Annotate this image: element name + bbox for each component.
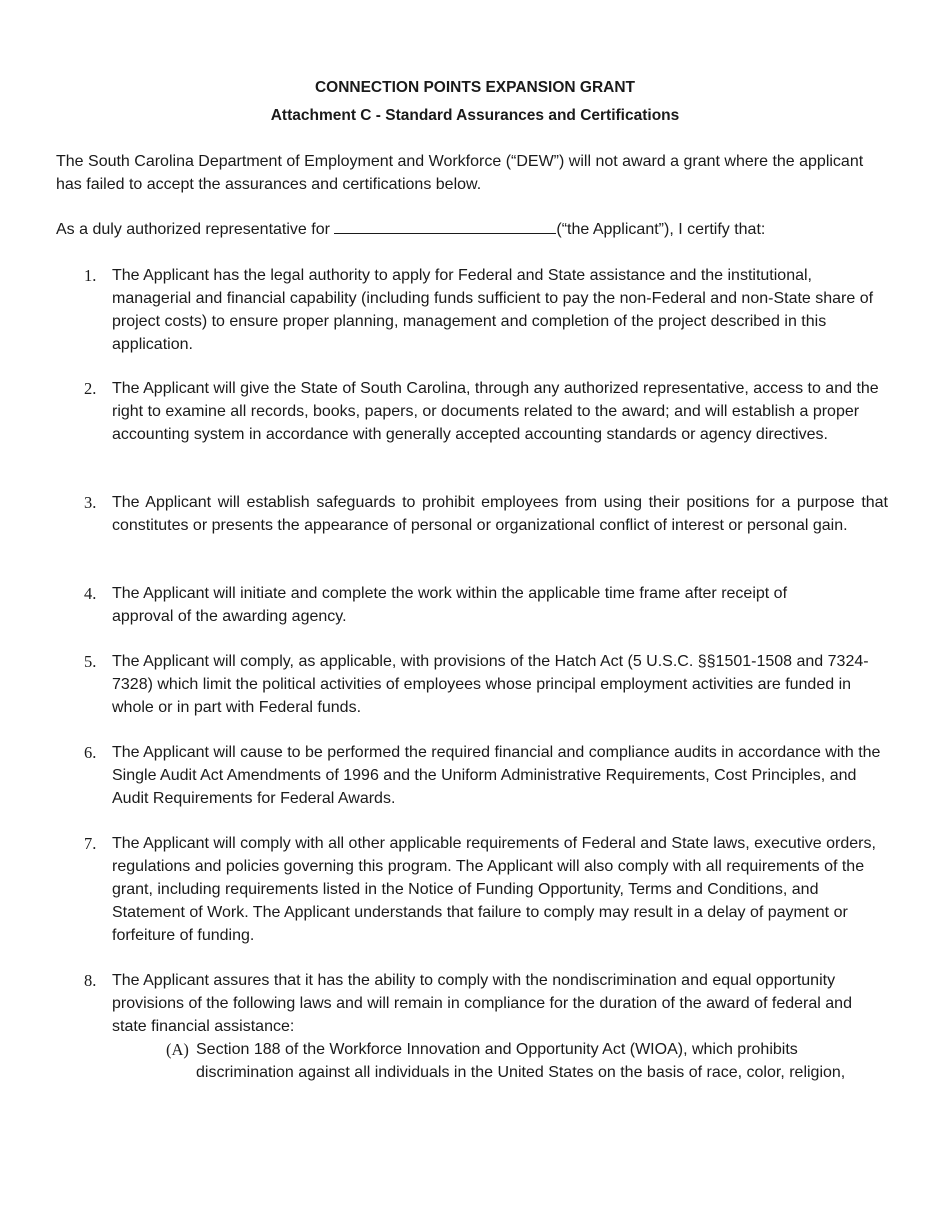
item-text: The Applicant will give the State of South Carolina, through any authorized representative, access to and the right to examine all records, books, papers, or documents related to the award; and will establish a proper accounting system in accordance with generally accepted accounting standards or agency directives.	[112, 380, 879, 443]
item-number: 2.	[84, 379, 97, 398]
item-number: 7.	[84, 834, 97, 853]
document-subtitle: Attachment C - Standard Assurances and Certifications	[270, 107, 680, 124]
representative-prefix: As a duly authorized representative for	[56, 221, 335, 238]
applicant-name-blank[interactable]	[334, 218, 556, 234]
assurance-item	[56, 377, 886, 446]
item-text: The Applicant will comply with all other applicable requirements of Federal and State laws, executive orders, regulations and policies governing this program. The Applicant will also comply with all requirements of the grant, including requirements listed in the Notice of Funding Opportunity, Terms and Conditions, and Statement of Work. The Applicant understands that failure to comply may result in a delay of payment or forfeiture of funding.	[112, 835, 876, 944]
item-text: The Applicant assures that it has the ability to comply with the nondiscrimination and equal opportunity provisions of the following laws and will remain in compliance for the duration of the award of federal and state financial assistance:	[112, 972, 852, 1035]
representative-suffix: (“the Applicant”), I certify that:	[556, 221, 766, 238]
item-number: 6.	[84, 743, 97, 762]
assurance-item	[56, 832, 886, 947]
representative-statement	[56, 218, 876, 241]
assurance-item	[56, 491, 886, 537]
item-text: The Applicant will initiate and complete the work within the applicable time frame after receipt of approval of the awarding agency.	[112, 585, 788, 625]
item-text: The Applicant has the legal authority to apply for Federal and State assistance and the institutional, managerial and financial capability (including funds sufficient to pay the non-Federal and non-State share of project costs) to ensure proper planning, management and completion of the project described in this application.	[112, 267, 874, 353]
item-number: 4.	[84, 584, 97, 603]
assurance-item	[56, 650, 886, 719]
sub-item-text: Section 188 of the Workforce Innovation and Opportunity Act (WIOA), which prohibits discrimination against all individuals in the United States on the basis of race, color, religion,	[196, 1041, 846, 1081]
item-number: 3.	[84, 493, 97, 512]
item-text: The Applicant will comply, as applicable, with provisions of the Hatch Act (5 U.S.C. §§1501-1508 and 7324-7328) which limit the political activities of employees whose principal employment activities are funded in whole or in part with Federal funds.	[112, 653, 869, 716]
item-text: The Applicant will cause to be performed the required financial and compliance audits in accordance with the Single Audit Act Amendments of 1996 and the Uniform Administrative Requirements, Cost Principles, and Audit Requirements for Federal Awards.	[112, 744, 881, 807]
document-title: CONNECTION POINTS EXPANSION GRANT	[314, 79, 636, 96]
assurance-item	[56, 741, 886, 810]
item-number: 1.	[84, 266, 97, 285]
assurance-item	[56, 264, 886, 356]
assurance-item	[56, 582, 886, 628]
item-number: 8.	[84, 971, 97, 990]
sub-item	[166, 1038, 896, 1084]
intro-paragraph: The South Carolina Department of Employment and Workforce (“DEW”) will not award a grant where the applicant has failed to accept the assurances and certifications below.	[56, 153, 864, 193]
assurance-item	[56, 969, 886, 1038]
sub-item-label: (A)	[166, 1040, 189, 1059]
item-number: 5.	[84, 652, 97, 671]
item-text: The Applicant will establish safeguards to prohibit employees from using their positions for a purpose that constitutes or presents the appearance of personal or organizational conflict of interest or personal gain.	[112, 494, 888, 534]
